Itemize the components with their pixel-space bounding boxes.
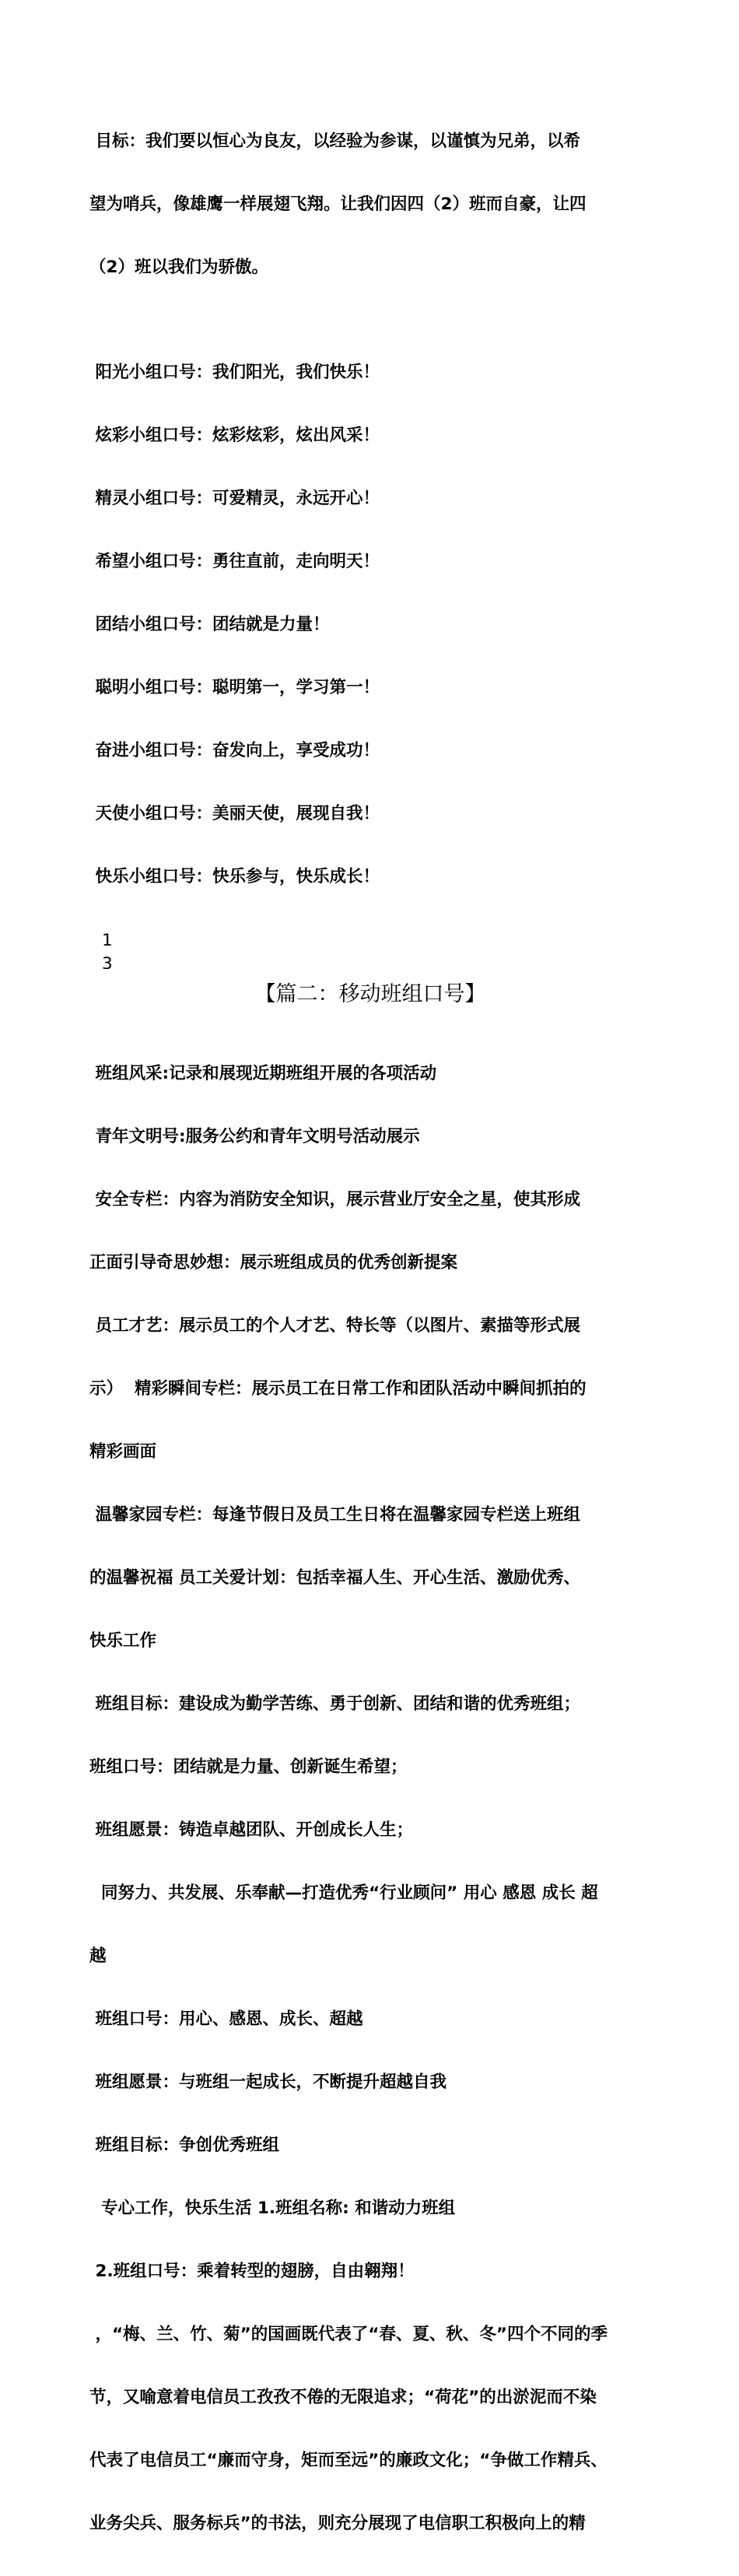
- document-page: [89, 89, 643, 2576]
- text-line: 温馨家园专栏：每逢节假日及员工生日将在温馨家园专栏送上班组: [89, 1505, 580, 1525]
- slogan-line: 快乐小组口号：快乐参与，快乐成长！: [89, 867, 380, 886]
- slogan-line: 希望小组口号：勇往直前，走向明天！: [89, 552, 380, 571]
- text-line: 专心工作，快乐生活 1.班组名称: 和谐动力班组: [89, 2199, 456, 2218]
- text-line: 班组口号：团结就是力量、创新诞生希望；: [89, 1757, 408, 1777]
- text-line: 安全专栏：内容为消防安全知识，展示营业厅安全之星，使其形成: [89, 1190, 580, 1209]
- section2-body: [89, 1021, 643, 2576]
- text-line: 青年文明号:服务公约和青年文明号活动展示: [89, 1127, 420, 1146]
- slogan-line: 奋进小组口号：奋发向上，享受成功！: [89, 741, 380, 760]
- text-line: 示） 精彩瞬间专栏：展示员工在日常工作和团队活动中瞬间抓拍的: [89, 1379, 587, 1399]
- text-line: 精彩画面: [89, 1442, 157, 1462]
- slogan-line: 团结小组口号：团结就是力量！: [89, 615, 330, 634]
- text-line: 节，又喻意着电信员工孜孜不倦的无限追求；“荷花”的出淤泥而不染: [89, 2388, 597, 2407]
- text-line: 的温馨祝福 员工关爱计划：包括幸福人生、开心生活、激励优秀、: [89, 1568, 580, 1588]
- text-line: 班组愿景：铸造卓越团队、开创成长人生；: [89, 1820, 413, 1840]
- text-line: 班组目标：争创优秀班组: [89, 2136, 279, 2155]
- text-line: 班组愿景：与班组一起成长，不断提升超越自我: [89, 2072, 447, 2092]
- text-line: 班组目标：建设成为勤学苦练、勇于创新、团结和谐的优秀班组；: [89, 1694, 580, 1714]
- text-line: 员工才艺：展示员工的个人才艺、特长等（以图片、素描等形式展: [89, 1316, 580, 1335]
- text-line: 越: [89, 1946, 107, 1966]
- text-line: 望为哨兵，像雄鹰一样展翅飞翔。让我们因四（2）班而自豪，让四: [89, 195, 587, 214]
- text-line: 班组风采:记录和展现近期班组开展的各项活动: [89, 1064, 437, 1083]
- text-line: 2.班组口号：乘着转型的翅膀，自由翱翔！: [89, 2262, 415, 2281]
- goal-paragraph: [89, 89, 643, 320]
- text-line: 同努力、共发展、乐奉献—打造优秀“行业顾问” 用心 感恩 成长 超: [89, 1883, 598, 1903]
- page-number-1: 1: [102, 931, 113, 950]
- text-line: 正面引导奇思妙想：展示班组成员的优秀创新提案: [89, 1253, 458, 1272]
- section-heading: 【篇二：移动班组口号】: [254, 982, 486, 1006]
- text-line: 目标：我们要以恒心为良友，以经验为参谋，以谨慎为兄弟，以希: [89, 132, 580, 151]
- page-number-3: 3: [102, 954, 113, 974]
- slogan-line: 聪明小组口号：聪明第一，学习第一！: [89, 678, 380, 697]
- text-line: 班组口号：用心、感恩、成长、超越: [89, 2009, 363, 2029]
- group-slogan-list: [89, 320, 643, 929]
- text-line: 代表了电信员工“廉而守身，矩而至远”的廉政文化；“争做工作精兵、: [89, 2451, 608, 2470]
- slogan-line: 阳光小组口号：我们阳光，我们快乐！: [89, 363, 380, 382]
- text-line: 业务尖兵、服务标兵”的书法，则充分展现了电信职工积极向上的精: [89, 2514, 586, 2533]
- slogan-line: 精灵小组口号：可爱精灵，永远开心！: [89, 489, 380, 508]
- slogan-line: 天使小组口号：美丽天使，展现自我！: [89, 804, 380, 823]
- text-line: ，“梅、兰、竹、菊”的国画既代表了“春、夏、秋、冬”四个不同的季: [89, 2325, 608, 2344]
- text-line: （2）班以我们为骄傲。: [89, 258, 268, 277]
- slogan-line: 炫彩小组口号：炫彩炫彩，炫出风采！: [89, 426, 380, 445]
- text-line: 快乐工作: [89, 1631, 157, 1651]
